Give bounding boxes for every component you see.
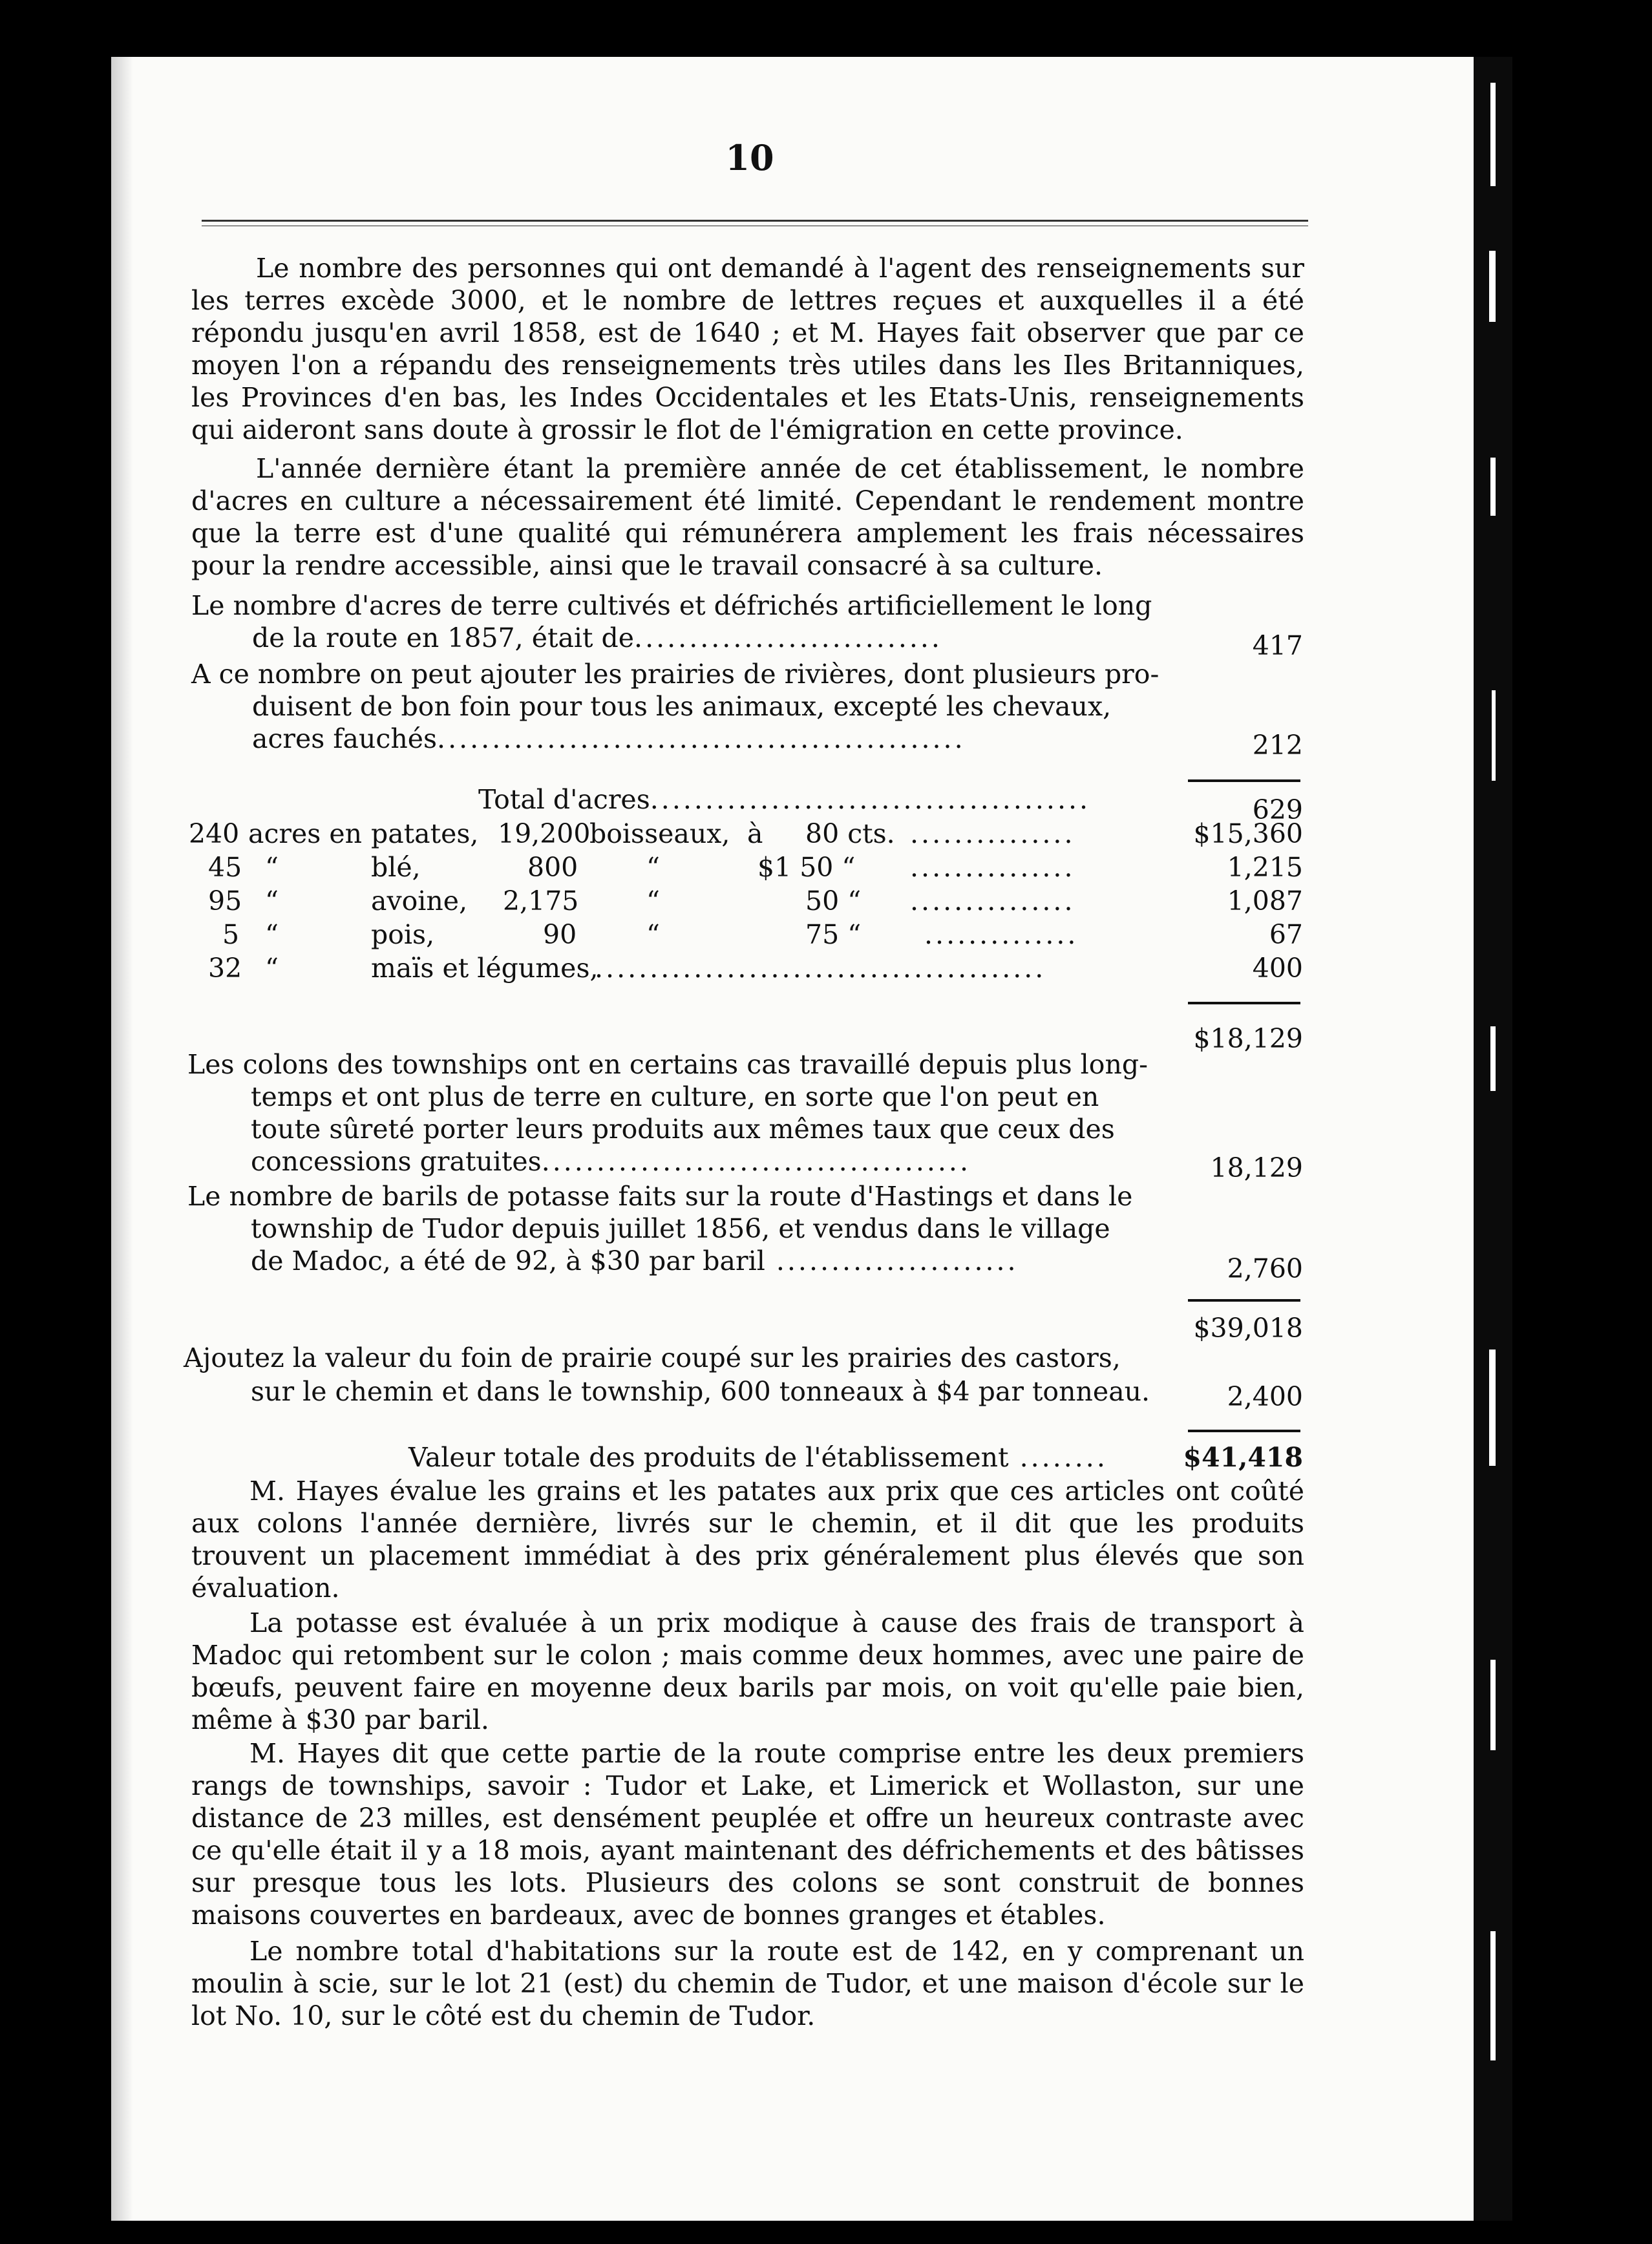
sum-rule-1 xyxy=(1188,779,1300,782)
acres-line1-b: de la route en 1857, était de............................ xyxy=(252,622,942,653)
paragraph-intro-1: Le nombre des personnes qui ont demandé à l'agent des renseignements sur les terres excède 3000, et le nombre de lettres reçues et auxquelles il a été répondu jusqu'en avril 1858, est de 1640 ; et M. Hayes fait observer que par ce moyen l'on a répandu des renseignements très utiles dans les Iles Britanniques, les Provinces d'en bas, les Indes Occidentales et les Etats-Unis, renseignements qui aideront sans doute à grossir le flot de l'émigration en cette province. xyxy=(191,253,1304,445)
sum-rule-4 xyxy=(1188,1430,1300,1432)
subtotal-1: $18,129 xyxy=(1193,1023,1303,1054)
grand-total-value: $41,418 xyxy=(1183,1442,1303,1473)
foin-value: 2,400 xyxy=(1227,1381,1303,1412)
acres-line2-c: acres fauchés................................................ xyxy=(252,723,966,754)
acres-line2-a: A ce nombre on peut ajouter les prairies de rivières, dont plusieurs pro- xyxy=(191,659,1160,690)
paragraph-closing-1: M. Hayes évalue les grains et les patates aux prix que ces articles ont coûté aux colons l'année dernière, livrés sur le chemin, et il dit que les produits trouvent un placement immédiat à des prix généralement plus élevés que son évaluation. xyxy=(191,1476,1304,1604)
potasse-value: 2,760 xyxy=(1227,1253,1303,1284)
crop-row: 240 acres en patates, 19,200 boisseaux, à 80 cts. ............... $15,360 xyxy=(189,818,1303,849)
total-acres-label: Total d'acres........................................ xyxy=(478,784,1091,815)
total-acres-value: 629 xyxy=(1252,794,1303,825)
paragraph-closing-2: La potasse est évaluée à un prix modique à cause des frais de transport à Madoc qui retombent sur le colon ; mais comme deux hommes, avec une paire de bœufs, peuvent faire en moyenne deux barils par mois, on voit qu'elle paie bien, même à $30 par baril. xyxy=(191,1607,1304,1735)
colons-value: 18,129 xyxy=(1210,1152,1303,1183)
sum-rule-3 xyxy=(1188,1299,1300,1302)
foin-line-2: sur le chemin et dans le township, 600 tonneaux à $4 par tonneau. xyxy=(251,1376,1150,1407)
crop-row: 32 “ maïs et légumes, ......................................... 400 xyxy=(208,953,1303,984)
potasse-line-3: de Madoc, a été de 92, à $30 par baril ...................... xyxy=(251,1245,1019,1276)
potasse-line-1: Le nombre de barils de potasse faits sur la route d'Hastings et dans le xyxy=(187,1181,1133,1212)
crop-row: 5 “ pois, 90 “ 75 “ .............. 67 xyxy=(222,919,1303,950)
potasse-line-2: township de Tudor depuis juillet 1856, et vendus dans le village xyxy=(251,1213,1110,1244)
paragraph-closing-3: M. Hayes dit que cette partie de la route comprise entre les deux premiers rangs de townships, savoir : Tudor et Lake, et Limerick et Wollaston, sur une distance de 23 milles, est densément peuplée et offre un heureux contraste avec ce qu'elle était il y a 18 mois, ayant maintenant des défrichements et des bâtisses sur presque tous les lots. Plusieurs des colons se sont construit de bonnes maisons couvertes en bardeaux, avec de bonnes granges et étables. xyxy=(191,1738,1304,1931)
subtotal-2: $39,018 xyxy=(1193,1313,1303,1344)
colons-line-1: Les colons des townships ont en certains cas travaillé depuis plus long- xyxy=(187,1049,1148,1080)
colons-line-3: toute sûreté porter leurs produits aux mêmes taux que ceux des xyxy=(251,1114,1115,1145)
colons-line-2: temps et ont plus de terre en culture, en sorte que l'on peut en xyxy=(251,1081,1099,1112)
paragraph-closing-4: Le nombre total d'habitations sur la route est de 142, en y comprenant un moulin à scie, sur le lot 21 (est) du chemin de Tudor, et une maison d'école sur le lot No. 10, sur le côté est du chemin de Tudor. xyxy=(191,1936,1304,2031)
acres-line1-a: Le nombre d'acres de terre cultivés et défrichés artificiellement le long xyxy=(191,590,1152,621)
acres-line2-b: duisent de bon foin pour tous les animaux, excepté les chevaux, xyxy=(252,691,1112,722)
crop-row: 45 “ blé, 800 “ $1 50 “ ............... 1,215 xyxy=(208,852,1303,883)
colons-line-4: concessions gratuites....................................... xyxy=(251,1146,971,1177)
sum-rule-2 xyxy=(1188,1002,1300,1004)
acres-line2-value: 212 xyxy=(1252,730,1303,761)
crop-row: 95 “ avoine, 2,175 “ 50 “ ............... 1,087 xyxy=(208,885,1303,916)
header-rule xyxy=(202,220,1308,226)
page-number: 10 xyxy=(725,137,774,178)
paragraph-intro-2: L'année dernière étant la première année de cet établissement, le nombre d'acres en culture a nécessairement été limité. Cependant le rendement montre que la terre est d'une qualité qui rémunérera amplement les frais nécessaires pour la rendre accessible, ainsi que le travail consacré à sa culture. xyxy=(191,453,1304,581)
page-edge-shadow xyxy=(111,57,133,2221)
acres-line1-value: 417 xyxy=(1252,630,1303,661)
grand-total-label: Valeur totale des produits de l'établissement ........ xyxy=(408,1442,1108,1473)
binding-strip xyxy=(1474,57,1512,2221)
foin-line-1: Ajoutez la valeur du foin de prairie coupé sur les prairies des castors, xyxy=(184,1342,1121,1373)
